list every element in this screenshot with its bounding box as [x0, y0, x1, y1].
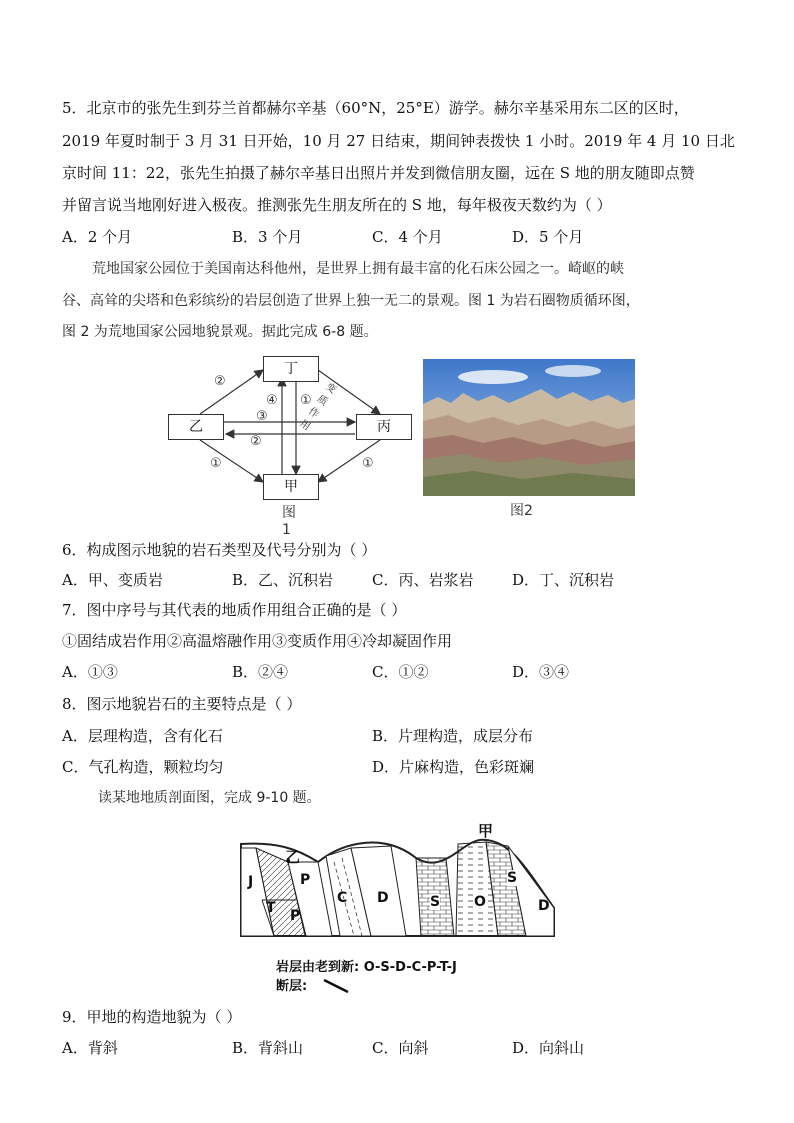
- label-1-mid: ①: [300, 393, 312, 408]
- q7-list: ①固结成岩作用②高温熔融作用③变质作用④冷却凝固作用: [62, 632, 453, 650]
- q6-option-a: A．甲、变质岩: [62, 571, 163, 589]
- section-label-P1: P: [300, 872, 311, 888]
- label-1-left: ①: [210, 456, 222, 471]
- section-label-O: O: [474, 894, 486, 910]
- q6-option-c: C．丙、岩浆岩: [372, 571, 474, 589]
- label-2-top: ②: [214, 374, 226, 389]
- section-label-C: C: [337, 890, 348, 906]
- section-label-D1: D: [377, 890, 389, 906]
- section-label-P2: P: [290, 908, 301, 924]
- q5-option-a: A．2 个月: [62, 228, 133, 246]
- q7-stem: 7．图中序号与其代表的地质作用组合正确的是（ ）: [62, 601, 407, 619]
- label-2-mid: ②: [250, 434, 262, 449]
- q5-line-1: 5．北京市的张先生到芬兰首都赫尔辛基（60°N，25°E）游学。赫尔辛基采用东二区的区时，: [62, 99, 689, 117]
- q5-option-b: B．3 个月: [232, 228, 303, 246]
- q5-line-4: 并留言说当地刚好进入极夜。推测张先生朋友所在的 S 地，每年极夜天数约为（ ）: [62, 196, 612, 214]
- label-4: ④: [266, 393, 278, 408]
- node-ding: 丁: [263, 356, 319, 382]
- q6-stem: 6．构成图示地貌的岩石类型及代号分别为（ ）: [62, 541, 377, 559]
- section-label-D2: D: [538, 898, 550, 914]
- node-jia: 甲: [263, 474, 319, 500]
- q9-option-c: C．向斜: [372, 1039, 429, 1057]
- material2-line: 读某地地质剖面图，完成 9-10 题。: [98, 790, 321, 806]
- q5-line-2: 2019 年夏时制于 3 月 31 日开始，10 月 27 日结束，期间钟表拨快 1 小时。2019 年 4 月 10 日北: [62, 132, 735, 150]
- q9-option-d: D．向斜山: [512, 1039, 585, 1057]
- figure1-caption: 图1: [282, 505, 296, 538]
- q6-option-b: B．乙、沉积岩: [232, 571, 334, 589]
- section-label-jia: 甲: [478, 822, 494, 840]
- section-label-yi: 乙: [285, 848, 301, 866]
- q8-stem: 8．图示地貌岩石的主要特点是（ ）: [62, 695, 302, 713]
- label-1-right: ①: [362, 456, 374, 471]
- q6-option-d: D．丁、沉积岩: [512, 571, 615, 589]
- q8-option-a: A．层理构造，含有化石: [62, 727, 223, 745]
- material1-line-3: 图 2 为荒地国家公园地貌景观。据此完成 6-8 题。: [62, 324, 378, 340]
- q7-option-d: D．③④: [512, 663, 570, 681]
- q9-option-a: A．背斜: [62, 1039, 118, 1057]
- section-label-J: J: [248, 874, 254, 890]
- fault-legend: 断层:: [276, 979, 308, 994]
- q9-stem: 9．甲地的构造地貌为（ ）: [62, 1008, 242, 1026]
- fault-symbol-icon: [322, 976, 352, 996]
- q7-option-a: A．①③: [62, 663, 118, 681]
- material1-line-2: 谷、高耸的尖塔和色彩缤纷的岩层创造了世界上独一无二的景观。图 1 为岩石圈物质循环图，: [62, 293, 640, 309]
- figure2-caption: 图2: [510, 503, 533, 519]
- q7-option-c: C．①②: [372, 663, 429, 681]
- node-bing: 丙: [356, 414, 412, 440]
- label-3: ③: [256, 409, 268, 424]
- q8-option-d: D．片麻构造，色彩斑斓: [372, 758, 535, 776]
- q8-option-c: C．气孔构造，颗粒均匀: [62, 758, 224, 776]
- q5-option-d: D．5 个月: [512, 228, 584, 246]
- q9-option-b: B．背斜山: [232, 1039, 304, 1057]
- strata-order-legend: 岩层由老到新: O-S-D-C-P-T-J: [276, 960, 457, 975]
- node-yi: 乙: [168, 414, 224, 440]
- badlands-photo: [423, 359, 635, 496]
- section-label-S2: S: [507, 870, 518, 886]
- q5-option-c: C．4 个月: [372, 228, 443, 246]
- q8-option-b: B．片理构造，成层分布: [372, 727, 534, 745]
- section-label-T: T: [266, 900, 276, 916]
- q5-line-3: 京时间 11：22，张先生拍摄了赫尔辛基日出照片并发到微信朋友圈，远在 S 地的朋友随即点赞: [62, 164, 695, 182]
- label-metamorphism: 变质作用: [297, 381, 338, 433]
- q7-option-b: B．②④: [232, 663, 289, 681]
- material1-line-1: 荒地国家公园位于美国南达科他州，是世界上拥有最丰富的化石床公园之一。崎岖的峡: [92, 261, 624, 277]
- section-label-S1: S: [430, 894, 441, 910]
